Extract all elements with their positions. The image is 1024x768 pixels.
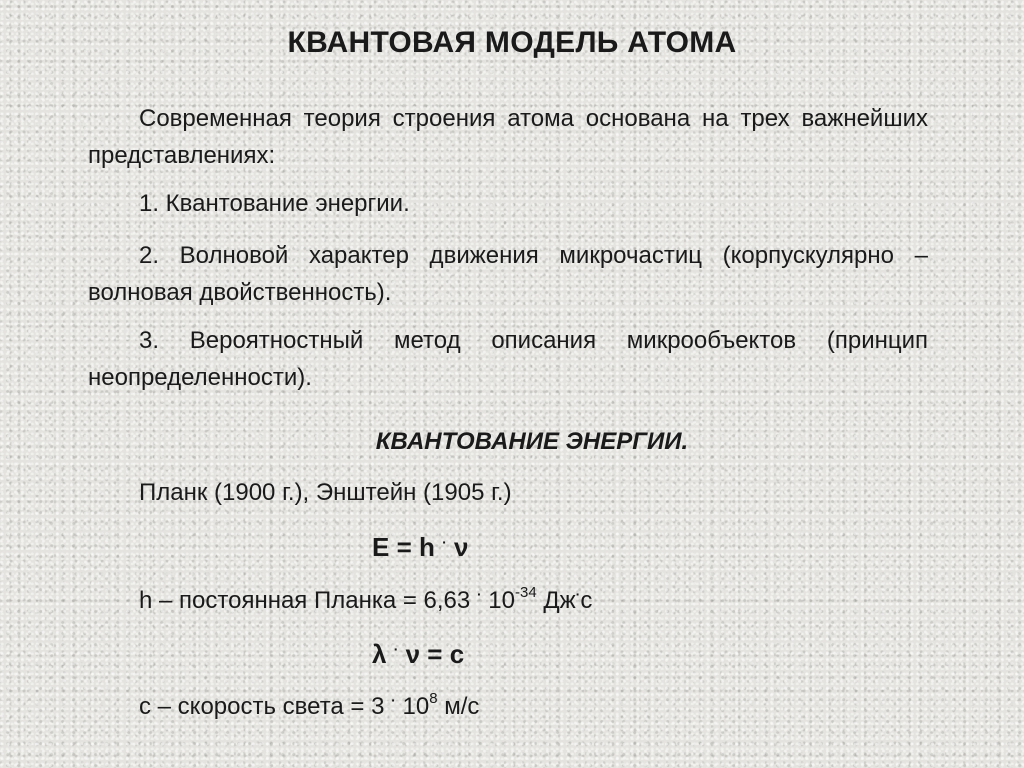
speed-unit: м/с [444, 693, 480, 720]
formula-wave-left: λ [372, 639, 387, 669]
formula-energy-right: ν [454, 532, 469, 562]
multiply-dot-icon: · [575, 586, 581, 602]
section-subtitle: КВАНТОВАНИЕ ЭНЕРГИИ. [375, 428, 689, 455]
speed-exponent: 8 [429, 690, 438, 707]
multiply-dot-icon: · [391, 692, 396, 708]
list-item-2: 2. Волновой характер движения микрочастиц (корпускулярно – волновая двойственность). [88, 242, 928, 306]
planck-constant-base: 10 [488, 587, 515, 614]
planck-line: Планк (1900 г.), Энштейн (1905 г.) [139, 479, 512, 506]
speed-of-light-line [139, 692, 479, 721]
multiply-dot-icon: · [476, 586, 482, 602]
formula-energy-left: E = h [372, 532, 435, 562]
planck-constant-prefix: h – постоянная Планка = 6,63 [139, 587, 471, 614]
speed-base: 10 [402, 693, 430, 720]
intro-paragraph: Современная теория строения атома основана на трех важнейших представлениях: [88, 105, 928, 169]
formula-wave-right: ν = c [405, 639, 465, 669]
slide-title: КВАНТОВАЯ МОДЕЛЬ АТОМА [287, 26, 737, 59]
multiply-dot-icon: · [393, 641, 399, 657]
formula-energy [372, 532, 468, 563]
formula-wave [372, 639, 464, 670]
list-item-1: 1. Квантование энергии. [139, 190, 410, 217]
planck-constant-unit-a: Дж [543, 587, 576, 614]
list-item-3: 3. Вероятностный метод описания микрообъектов (принцип неопределенности). [88, 327, 928, 391]
planck-constant-line [139, 586, 592, 615]
planck-constant-exponent: -34 [514, 584, 537, 601]
planck-constant-unit-b: с [580, 587, 593, 614]
multiply-dot-icon: · [442, 534, 447, 550]
speed-prefix: c – скорость света = 3 [139, 693, 385, 720]
